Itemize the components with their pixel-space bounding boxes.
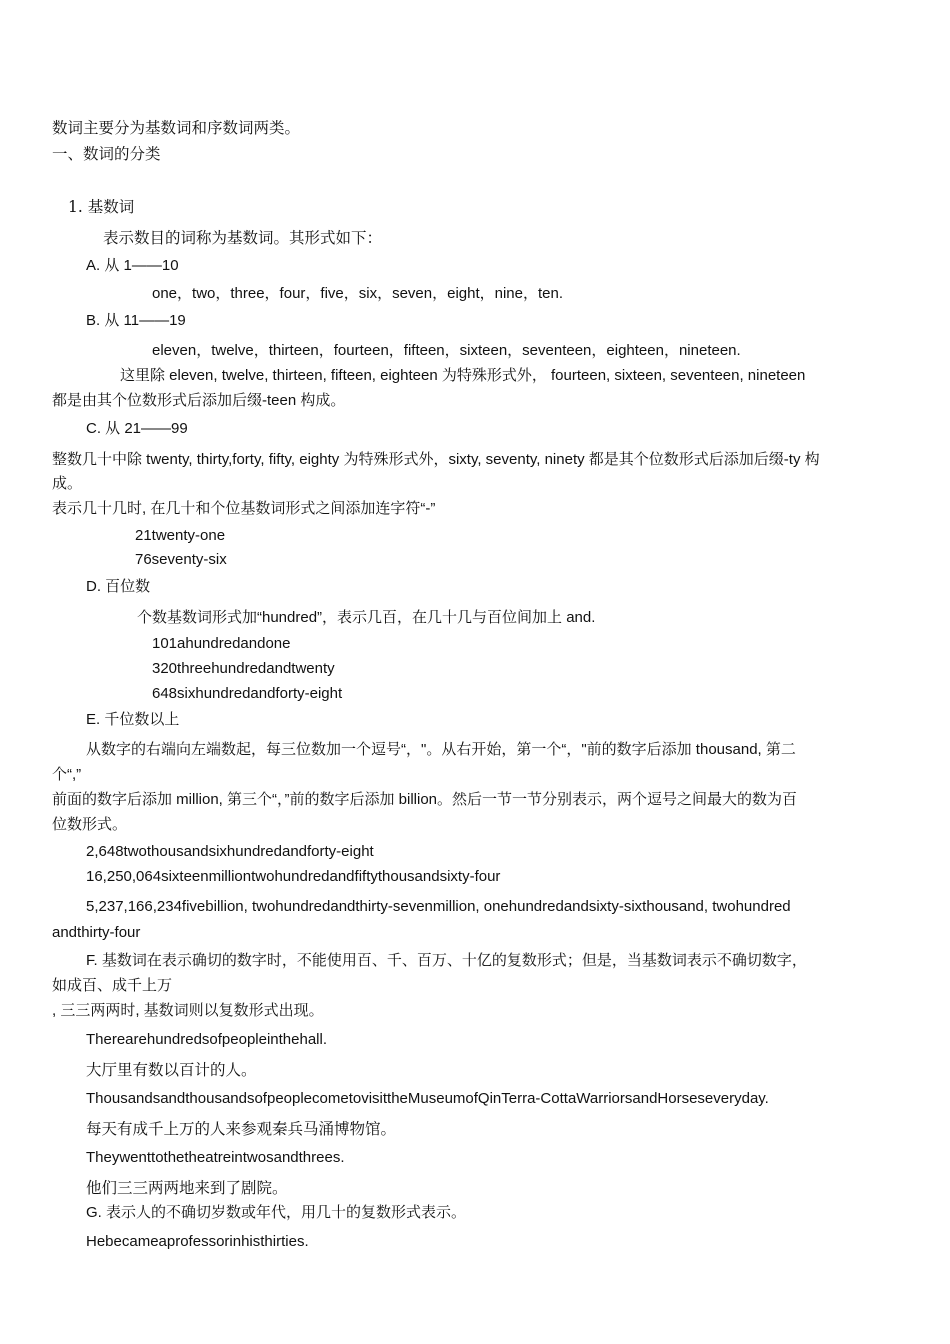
item-d-example: 320threehundredandtwenty	[152, 660, 335, 677]
item-c-note-continued: 成。	[52, 475, 83, 492]
item-f-example-zh: 每天有成千上万的人来参观秦兵马涌博物馆。	[86, 1120, 397, 1138]
item-e-note-continued: 位数形式。	[52, 816, 128, 833]
item-e-example: 5,237,166,234fivebillion, twohundredandthirty-sevenmillion, onehundredandsixty-sixthousand, twohundred	[86, 898, 791, 915]
item-g-note: G. 表示人的不确切岁数或年代，用几十的复数形式表示。	[86, 1204, 467, 1221]
item-f-example-en: Therearehundredsofpeopleinthehall.	[86, 1031, 328, 1048]
subsection-description: 表示数目的词称为基数词。其形式如下：	[103, 229, 383, 247]
item-e-example-continued: andthirty-four	[52, 924, 141, 941]
item-c-hyphen-note: 表示几十几时, 在几十和个位基数词形式之间添加连字符“-”	[52, 500, 436, 517]
item-f-example-zh: 他们三三两两地来到了剧院。	[86, 1179, 288, 1197]
item-f-note: F. 基数词在表示确切的数字时，不能使用百、千、百万、十亿的复数形式；但是，当基数词表示不确切数字，	[86, 952, 807, 969]
item-b-words: eleven，twelve，thirteen，fourteen，fifteen，sixteen，seventeen，eighteen，nineteen.	[152, 342, 741, 359]
item-e-heading: E. 千位数以上	[86, 711, 180, 728]
item-a-heading: A. 从 1——10	[86, 257, 179, 274]
item-a-words: one，two，three，four，five，six，seven，eight，nine，ten.	[152, 285, 564, 302]
item-e-note-continued: 个“,”	[52, 766, 82, 783]
item-d-example: 648sixhundredandforty-eight	[152, 685, 343, 702]
item-g-example-en: Hebecameaprofessorinhisthirties.	[86, 1233, 309, 1250]
item-c-note: 整数几十中除 twenty, thirty,forty, fifty, eighty 为特殊形式外，sixty, seventy, ninety 都是其个位数形式后添加后缀-ty 构	[52, 451, 820, 468]
item-e-example: 2,648twothousandsixhundredandforty-eight	[86, 843, 374, 860]
item-f-example-zh: 大厅里有数以百计的人。	[86, 1061, 257, 1079]
item-b-note-continued: 都是由其个位数形式后添加后缀-teen 构成。	[52, 392, 346, 409]
item-d-heading: D. 百位数	[86, 578, 151, 595]
item-e-note-continued: 前面的数字后添加 million, 第三个“，”前的数字后添加 billion。然后一节一节分别表示，两个逗号之间最大的数为百	[52, 791, 798, 808]
item-f-example-en: ThousandsandthousandsofpeoplecometovisittheMuseumofQinTerra-CottaWarriorsandHorseseveryday.	[86, 1090, 769, 1107]
section-heading: 一、数词的分类	[52, 145, 161, 163]
item-c-example: 76seventy-six	[135, 551, 227, 568]
item-f-note-continued: 如成百、成千上万	[52, 977, 173, 994]
subsection-heading: 1. 基数词	[68, 198, 135, 216]
intro-text: 数词主要分为基数词和序数词两类。	[52, 119, 301, 137]
item-d-note: 个数基数词形式加“hundred”，表示几百，在几十几与百位间加上 and.	[137, 609, 596, 626]
item-b-heading: B. 从 11——19	[86, 312, 186, 329]
item-e-example: 16,250,064sixteenmilliontwohundredandfiftythousandsixty-four	[86, 868, 501, 885]
item-d-example: 101ahundredandone	[152, 635, 291, 652]
item-e-note: 从数字的右端向左端数起，每三位数加一个逗号“，"。从右开始，第一个“，"前的数字后添加 thousand, 第二	[86, 741, 796, 758]
item-f-note-continued: , 三三两两时, 基数词则以复数形式出现。	[52, 1002, 324, 1019]
item-c-heading: C. 从 21——99	[86, 420, 188, 437]
item-b-note: 这里除 eleven, twelve, thirteen, fifteen, eighteen 为特殊形式外， fourteen, sixteen, seventeen, nineteen	[120, 367, 806, 384]
item-c-example: 21twenty-one	[135, 527, 226, 544]
item-f-example-en: Theywenttothetheatreintwosandthrees.	[86, 1149, 345, 1166]
